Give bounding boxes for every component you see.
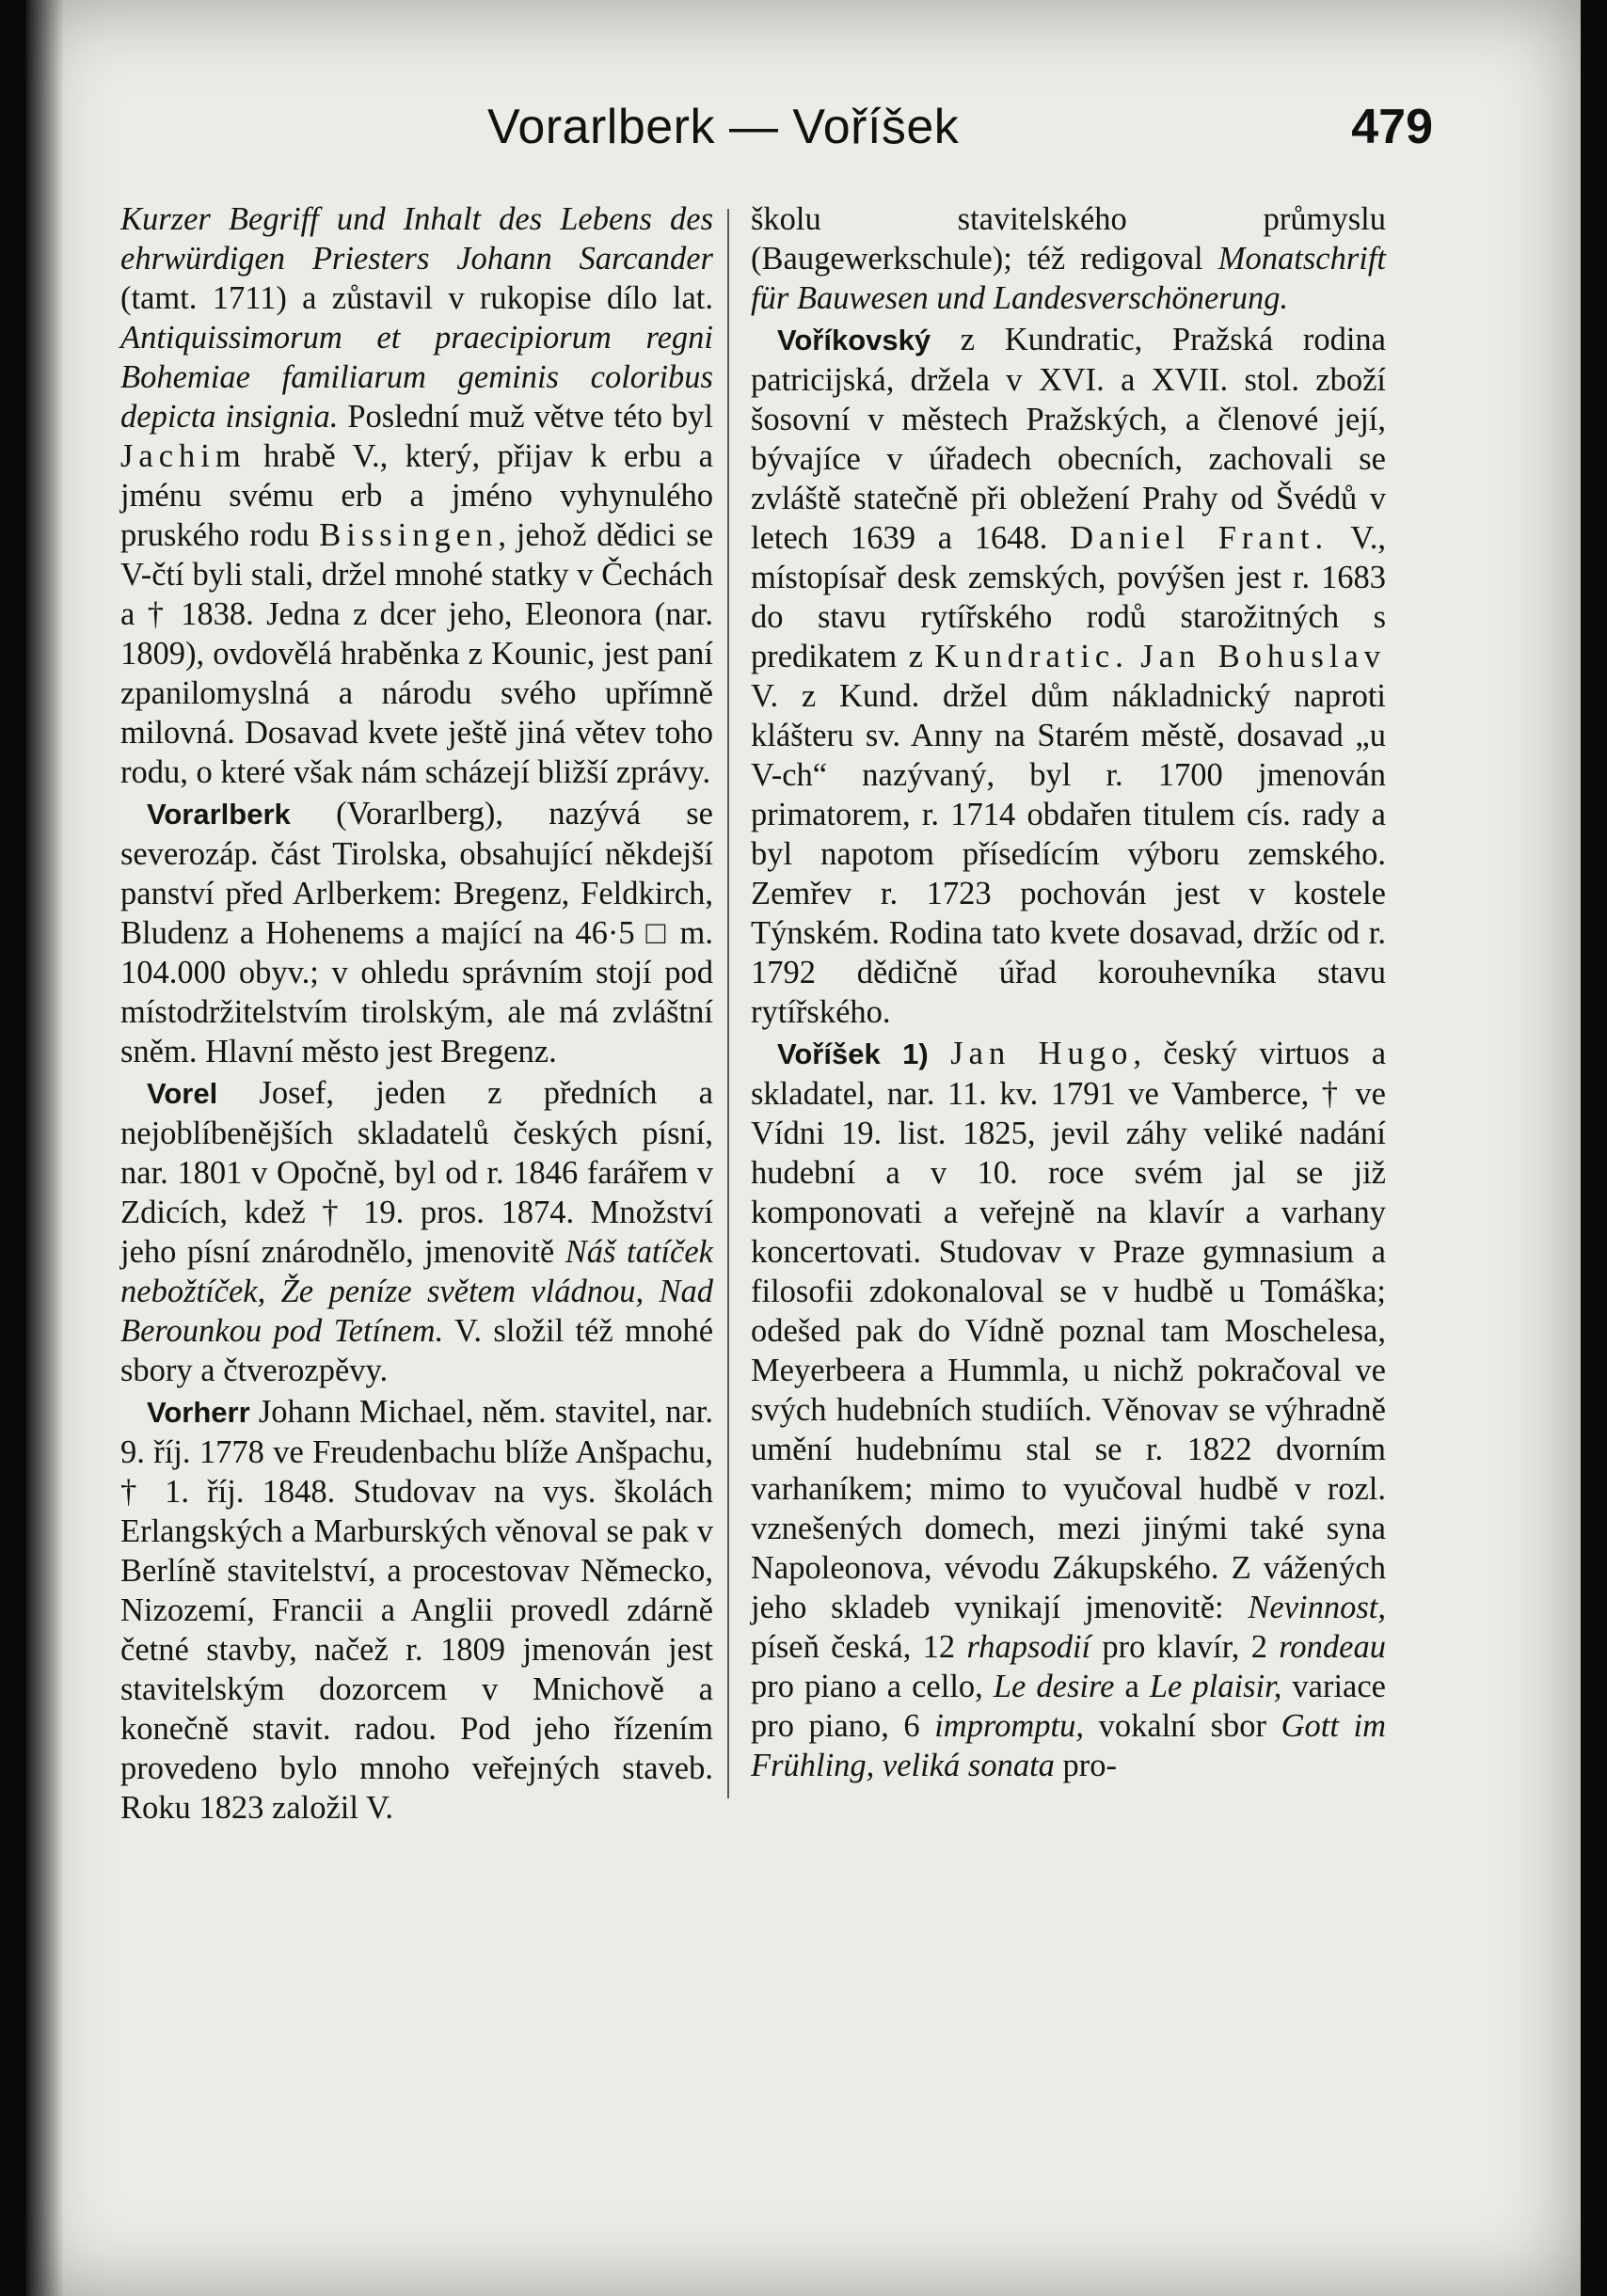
entry-headword: Vorel (147, 1077, 218, 1110)
left-column (120, 199, 713, 1829)
right-column (751, 199, 1386, 1787)
italic-title: Monatschrift für Bauwesen und Landesverschönerung. (751, 241, 1386, 316)
italic-work-title: Gott im Frühling, veliká sonata (751, 1708, 1386, 1783)
spaced-name: Kundratic. (934, 639, 1129, 674)
text-run: Poslední muž větve této byl (338, 399, 713, 435)
italic-work-title: rhapsodií (966, 1629, 1091, 1665)
italic-title: Kurzer Begriff und Inhalt des Lebens des ehrwürdigen Priesters Johann Sarcander (120, 201, 713, 277)
spaced-name: Jan Hugo (950, 1036, 1134, 1071)
header-title: Vorarlberk — Voříšek (487, 100, 960, 154)
entry-vorikovsky (751, 320, 1386, 1032)
entry-text: (Vorarlberg), nazývá se severozáp. část Tirolska, obsahující někdejší panství před Arlberkem: Bregenz, Feldkirch, Bludenz a Hohenems a mající na 46·5 □ m. 104.000 obyv.; v ohledu správním stojí pod místodržitelstvím tirolským, ale má zvláštní sněm. Hlavní město jest Bregenz. (120, 796, 713, 1069)
entry-text: vokalní sbor (1084, 1708, 1281, 1744)
entry-headword: Voříkovský (777, 324, 931, 356)
text-run: hrabě V., který, přijav k erbu a jménu svému erb a jméno vyhynulého pruského rodu (120, 438, 713, 553)
entry-text: pro klavír, 2 (1090, 1629, 1280, 1665)
italic-work-title: Le plaisir, (1149, 1669, 1282, 1704)
entry-text: variace pro piano, 6 (751, 1669, 1386, 1744)
text-run: (tamt. 1711) a zůstavil v rukopise dílo lat. (120, 280, 713, 316)
entry-continuation-vorherr (751, 199, 1386, 318)
entry-vorel (120, 1073, 713, 1390)
entry-text: Johann Michael, něm. stavitel, nar. 9. říj. 1778 ve Freudenbachu blíže Anšpachu, † 1. říj. 1848. Studovav na vys. školách Erlangských a Marburských věnoval se pak v Berlíně stavitelství, a procestovav Německo, Nizozemí, Francii a Anglii provedl zdárně četné stavby, načež r. 1809 jmenován jest stavitelským dozorcem v Mnichově a konečně stavit. radou. Pod jeho řízením provedeno bylo mnoho veřejných staveb. Roku 1823 založil V. (120, 1394, 713, 1826)
page-number: 479 (1351, 100, 1433, 154)
entry-text: Josef, jeden z předních a nejoblíbenějších skladatelů českých písní, nar. 1801 v Opočně, byl od r. 1846 farářem v Zdicích, kdež † 19. pros. 1874. Množství jeho písní znárodnělo, jmenovitě (120, 1075, 713, 1270)
entry-text: pro piano a cello, (751, 1669, 994, 1704)
entry-vorherr (120, 1392, 713, 1828)
entry-headword: Voříšek 1) (777, 1037, 929, 1070)
entry-text: z Kundratic, Pražská rodina patricijská, držela v XVI. a XVII. stol. zboží šosovní v městech Pražských, a členové její, bývajíce v úřadech obecních, zachovali se zvláště statečně při obležení Prahy od Švédů v letech 1639 a 1648. (751, 322, 1386, 556)
spaced-name: Jachim (120, 438, 247, 474)
running-header (487, 99, 1433, 174)
spaced-name: Daniel Frant. (1070, 520, 1329, 556)
italic-title: Náš tatíček nebožtíček, Že peníze světem vládnou, Nad Berounkou pod Tetínem. (120, 1234, 713, 1349)
entry-text: pro- (1054, 1748, 1118, 1783)
entry-headword: Vorarlberk (147, 798, 291, 831)
italic-work-title: impromptu, (934, 1708, 1084, 1744)
column-rule (727, 209, 729, 1798)
entry-continuation-sarcander (120, 199, 713, 792)
italic-work-title: Le desire (993, 1669, 1115, 1704)
entry-text: V., místopísař desk zemských, povýšen jest r. 1683 do stavu rytířského rodů starožitných s predikatem z (751, 520, 1386, 674)
entry-headword: Vorherr (147, 1396, 250, 1429)
italic-work-title: rondeau (1279, 1629, 1386, 1665)
text-run: školu stavitelského průmyslu (Baugewerkschule); též redigoval (751, 201, 1386, 277)
entry-text: , český virtuos a skladatel, nar. 11. kv. 1791 ve Vamberce, † ve Vídni 19. list. 1825, jevil záhy veliké nadání hudební a v 10. roce svém jal se již komponovati a veřejně na klavír a varhany koncertovati. Studovav v Praze gymnasium a filosofii zdokonaloval se v hudbě u Tomáška; odešed pak do Vídně poznal tam Moschelesa, Meyerbeera a Hummla, u nichž pokračoval ve svých hudebních studiích. Věnovav se výhradně umění hudebnímu stal se r. 1822 dvorním varhaníkem; mimo to vyučoval hudbě v rozl. vznešených domech, mezi jinými také syna Napoleonova, vévodu Zákupského. Z vážených jeho skladeb vynikají jmenovitě: (751, 1036, 1387, 1625)
entry-text: a (1114, 1669, 1150, 1704)
dictionary-page (26, 0, 1581, 2296)
italic-title: Antiquissimorum et praecipiorum regni Bohemiae familiarum geminis coloribus depicta insignia. (120, 320, 713, 435)
text-run: , jehož dědici se V-čtí byli stali, držel mnohé statky v Čechách a † 1838. Jedna z dcer jeho, Eleonora (nar. 1809), ovdovělá hraběnka z Kounic, jest paní zpanilomyslná a národu svého upřímně milovná. Dosavad kvete ještě jiná větev toho rodu, o které však nám scházejí bližší zprávy. (120, 517, 714, 790)
entry-text: V. složil též mnohé sbory a čtverozpěvy. (120, 1313, 714, 1388)
spaced-name: Jan Bohuslav (1140, 639, 1387, 674)
entry-vorisek (751, 1034, 1386, 1785)
entry-vorarlberk (120, 794, 713, 1071)
entry-text: píseň česká, 12 (751, 1629, 967, 1665)
entry-text: V. z Kund. držel dům nákladnický naproti klášteru sv. Anny na Starém městě, dosavad „u V-ch“ nazývaný, byl r. 1700 jmenován primatorem, r. 1714 obdařen titulem cís. rady a byl napotom přísedícím výboru zemského. Zemřev r. 1723 pochován jest v kostele Týnském. Rodina tato kvete dosavad, držíc od r. 1792 dědičně úřad korouhevníka stavu rytířského. (751, 678, 1386, 1030)
spaced-name: Bissingen (319, 517, 499, 553)
italic-work-title: Nevinnost, (1248, 1590, 1386, 1625)
entry-text (1129, 639, 1140, 674)
